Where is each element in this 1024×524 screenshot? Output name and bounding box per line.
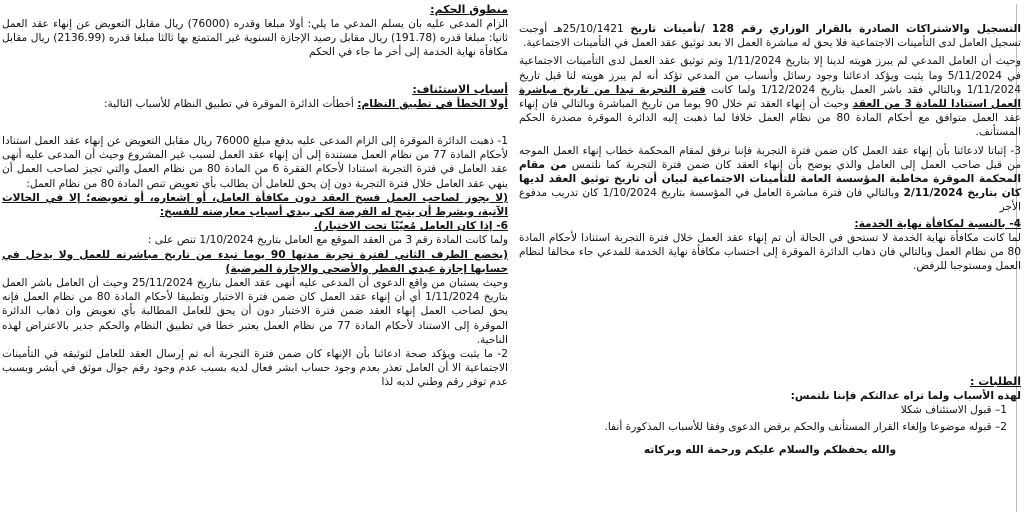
requests-heading: الطلبات : [969, 375, 1021, 388]
contract-clause-intro: ولما كانت المادة رقم 3 من العقد الموقع مع العامل بتاريخ 1/10/2024 تنص على : [147, 234, 508, 247]
first-error-text: أخطأت الدائرة الموقرة في تطبيق النظام للأسباب التالية: [103, 98, 354, 110]
first-error-label: أولا الخطأ في تطبيق النظام: [357, 98, 508, 110]
point-1: 1- ذهبت الدائرة الموقرة إلى الزام المدعى عليه بدفع مبلغ 76000 ريال مقابل التعويض عن إنهاء عقد العمل استنادا لأحكام المادة 77 من نظام العمل مستندة إلى أن إنهاء عقد العمل لسبب غير المشروع وحيث أن المدعى عليه أنهى عقد العامل في فترة التجربة استنادا لأحكام الفقرة 6 من المادة 80 من نظام العمل والتي تجيز لصاحب العمل أن ينهي عقد العامل خلال فترة التجربة دون إن يحق للعامل أن يطالب بأي تعويض تنص المادة 80 من نظام العمل: [2, 135, 508, 190]
point-4-text: لما كانت مكافأة نهاية الخدمة لا تستحق في الحالة أن تم إنهاء عقد العمل خلال فترة التجربة استنادا لأحكام المادة 80 من نظام العمل وبالتالي فان ذهاب الدائرة الموقرة إلى احتساب مكافأة نهاية الخدمة للمدعي جاء مخالفا لنظام العمل ومستوجبا للرفض. [519, 231, 1021, 273]
where-end: وحيث أن إنهاء العقد تم خلال 90 يوما من تاريخ المباشرة وبالتالي فان إنهاء عقد العمل متوافق مع أحكام المادة 80 من نظام العمل خلافا لما ذهبت إليه الدائرة الموقرة مصدرة الحكم المستأنف. [519, 98, 1021, 139]
point-3-bold: من مقام المحكمة الموقرة مخاطبة المؤسسة العامة للتأمينات الاجتماعية لبيان أن تاريخ توثيق العقد لديها كان بتاريخ 2/11/2024 [519, 158, 1021, 200]
point-4-label: 4- بالنسبة لمكافأة نهاية الخدمة: [854, 217, 1021, 230]
registration-heading: التسجيل والاشتراكات الصادرة بالقرار الوزاري رقم 128 /تأمينات تاريخ [630, 23, 1021, 35]
point-3: 3- إثباتا لادعائنا بأن إنهاء عقد العمل كان ضمن فترة التجربة فإننا نرفق لمقام المحكمة خطاب إنهاء العمل الموجه من قبل صاحب العمل إلى العامل والذي يوضح بأن إنهاء العقد كان ضمن فترة التجربة كما نلتمس [519, 144, 1021, 171]
ruling-heading: منطوق الحكم: [430, 3, 508, 16]
where-paragraph: وحيث أن العامل المدعي لم يبرز هويته لدينا إلا بتاريخ 1/11/2024 وتم توثيق عقد العمل لدى التأمينات الاجتماعية في 5/11/2024 وما يثبت ويؤكد ادعائنا وجود رسائل وأنساب من المدعي تؤكد أنه لم يبرز هويته لنا قبل تاريخ 1/11/2024 وبالتالي فقد باشر العمل بتاريخ 1/12/2024 ولما كانت [519, 55, 1021, 96]
right-column [519, 0, 1021, 524]
ruling-text: الزام المدعى عليه بان يسلم المدعي ما يلي: أولا مبلغا وقدره (76000) ريال مقابل التعويض عن إنهاء عقد العمل ثانيا: مبلغا قدره (191.78) ريال مقابل رصيد الإجازة السنوية غير المتمتع بها ثالثا مبلغا قدره (2136.99) ريال مقابل مكافأة نهاية الخدمة إلى أخر ما جاء في الحكم [2, 18, 508, 59]
quote-article-80: (لا يجوز لصاحب العمل فسخ العقد دون مكافأة العامل، أو إشعاره، أو تعويضه؛ إلا في الحالات الآتية، ويشرط أن يتيح له الفرصة لكي يبدي أسباب معارضته للفسخ: [2, 191, 508, 219]
closing-line: والله يحفظكم والسلام عليكم ورحمة الله وبركاته [643, 444, 897, 457]
quote-item-6: 6- إذا كان العامل مُعيّنًا تحت الاختبار). [313, 220, 508, 233]
point-3-end: وبالتالي فان فترة مباشرة العامل في المؤسسة بتاريخ 1/10/2024 كان تدريب مدفوع الأجر [519, 187, 1021, 214]
point-2: 2- ما يثبت ويؤكد صحة ادعائنا بأن الإنهاء كان ضمن فترة التجربة أنه تم إرسال العقد للعامل لتوثيقه في التأمينات الاجتماعية الا أن العامل تعذر بعدم وجود حساب ابشر فعال لديه بسبب عدم وجود رقم جوال موثق في أبشر وبسبب عدم توفر رقم وطني لديه لذا [2, 348, 508, 389]
appeal-heading: أسباب الاستئناف: [412, 83, 508, 96]
left-column [2, 0, 508, 524]
requests-intro: لهذه الأسباب ولما تراه عدالتكم فإننا نلتمس: [790, 390, 1021, 402]
contract-clause-quote: (يخضع الطرف الثاني لفترة تجربة مدتها 90 يوما تبدء من تاريخ مباشرته للعمل ولا يدخل في حسابها إجازة عيدي الفطر والأضحي والإجازة المرضية) [2, 248, 508, 275]
request-item: 2– قبوله موضوعا وإلغاء القرار المستأنف والحكم برفض الدعوى وفقا للأسباب المذكورة أنفا. [604, 421, 1007, 434]
reasoning-paragraph: وحيث يستبان من واقع الدعوى أن المدعى عليه أنهى عقد العمل بتاريخ 25/11/2024 وحيث أن العامل باشر العمل بتاريخ 1/11/2024 أي أن إنهاء عقد العمل كان ضمن فترة الاختبار وتطبيقا لأحكام المادة 80 من نظام العمل فإنه يحق لصاحب العمل إنهاء العقد ضمن فترة الاختبار دون أن يحق للعامل المطالبة بأي تعويض وان ذهاب الدائرة الموقرة إلى الاستناد لأحكام المادة 77 من نظام العمل يعتبر خطا في تطبيق النظام والحكم جدير بالاعتراض لهذه الناحية. [2, 277, 508, 346]
registration-text: 25/10/1421هـ أوجبت تسجيل العامل لدى التأمينات الاجتماعية فلا يحق له مباشرة العمل الا بعد توثيق عقد العمل في التأمينات الاجتماعية. [519, 23, 1021, 50]
where-bold: فترة التجربة تبدا من تاريخ مباشرة العمل استنادا للمادة 3 من العقد [519, 83, 1021, 111]
request-item: 1– قبول الاستئناف شكلا [900, 404, 1007, 417]
